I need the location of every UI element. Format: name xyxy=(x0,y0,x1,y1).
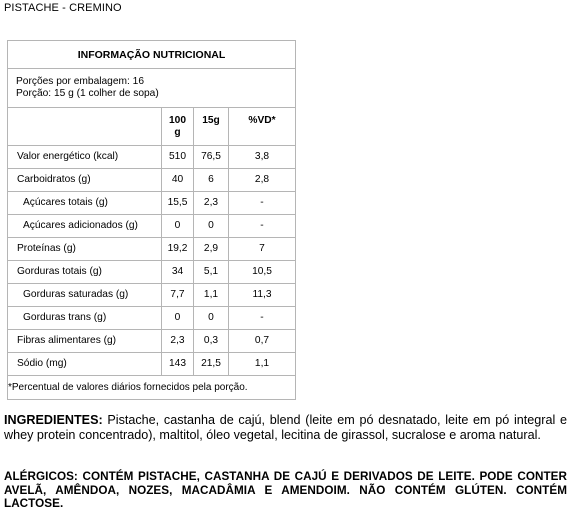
value-15g: 21,5 xyxy=(194,353,229,376)
row-label: Proteínas (g) xyxy=(8,238,162,261)
ingredients-text: Pistache, castanha de cajú, blend (leite em pó desnatado, leite em pó integral e whey protein concentrado), maltitol, óleo vegetal, lecitina de girassol, sucralose e aroma natural. xyxy=(4,413,567,442)
row-label: Fibras alimentares (g) xyxy=(8,330,162,353)
table-row xyxy=(8,146,296,169)
row-label: Gorduras saturadas (g) xyxy=(8,284,162,307)
value-100g: 510 xyxy=(162,146,194,169)
table-row xyxy=(8,215,296,238)
row-label: Sódio (mg) xyxy=(8,353,162,376)
table-row xyxy=(8,307,296,330)
portion-size: Porção: 15 g (1 colher de sopa) xyxy=(16,88,159,99)
table-row xyxy=(8,330,296,353)
value-15g: 2,9 xyxy=(194,238,229,261)
value-100g: 40 xyxy=(162,169,194,192)
column-header-15g: 15g xyxy=(194,108,229,146)
row-label: Açúcares adicionados (g) xyxy=(8,215,162,238)
column-header-blank xyxy=(8,108,162,146)
column-header-100g-unit: g xyxy=(174,127,181,138)
value-100g: 19,2 xyxy=(162,238,194,261)
value-vd: 11,3 xyxy=(229,284,296,307)
value-vd: 2,8 xyxy=(229,169,296,192)
row-label: Açúcares totais (g) xyxy=(8,192,162,215)
value-100g: 0 xyxy=(162,307,194,330)
value-100g: 143 xyxy=(162,353,194,376)
table-row xyxy=(8,353,296,376)
column-header-vd: %VD* xyxy=(229,108,296,146)
value-100g: 0 xyxy=(162,215,194,238)
value-15g: 0,3 xyxy=(194,330,229,353)
ingredients-paragraph xyxy=(4,413,567,443)
value-100g: 7,7 xyxy=(162,284,194,307)
table-footnote: *Percentual de valores diários fornecidos pela porção. xyxy=(8,376,296,400)
value-100g: 2,3 xyxy=(162,330,194,353)
value-15g: 76,5 xyxy=(194,146,229,169)
value-vd: 1,1 xyxy=(229,353,296,376)
row-label: Valor energético (kcal) xyxy=(8,146,162,169)
product-title: PISTACHE - CREMINO xyxy=(4,2,122,14)
value-vd: 7 xyxy=(229,238,296,261)
value-15g: 2,3 xyxy=(194,192,229,215)
value-100g: 34 xyxy=(162,261,194,284)
value-100g: 15,5 xyxy=(162,192,194,215)
nutrition-facts-table xyxy=(7,40,296,400)
value-vd: - xyxy=(229,192,296,215)
value-vd: - xyxy=(229,215,296,238)
nutrition-table-title: INFORMAÇÃO NUTRICIONAL xyxy=(8,41,296,69)
value-15g: 0 xyxy=(194,215,229,238)
column-header-100g xyxy=(162,108,194,146)
table-row xyxy=(8,238,296,261)
value-vd: 0,7 xyxy=(229,330,296,353)
value-vd: 3,8 xyxy=(229,146,296,169)
row-label: Gorduras totais (g) xyxy=(8,261,162,284)
table-row xyxy=(8,284,296,307)
value-vd: - xyxy=(229,307,296,330)
table-row xyxy=(8,169,296,192)
table-row xyxy=(8,192,296,215)
value-15g: 5,1 xyxy=(194,261,229,284)
table-row xyxy=(8,261,296,284)
row-label: Gorduras trans (g) xyxy=(8,307,162,330)
value-15g: 1,1 xyxy=(194,284,229,307)
ingredients-heading: INGREDIENTES: xyxy=(4,413,103,427)
column-header-100g-number: 100 xyxy=(169,115,186,126)
allergens-warning: ALÉRGICOS: CONTÉM PISTACHE, CASTANHA DE CAJÚ E DERIVADOS DE LEITE. PODE CONTER AVELÃ, AMÊNDOA, NOZES, MACADÂMIA E AMENDOIM. NÃO CONTÉM GLÚTEN. CONTÉM LACTOSE. xyxy=(4,470,567,510)
portion-info xyxy=(8,69,296,108)
value-15g: 6 xyxy=(194,169,229,192)
value-15g: 0 xyxy=(194,307,229,330)
servings-per-package: Porções por embalagem: 16 xyxy=(16,76,144,87)
value-vd: 10,5 xyxy=(229,261,296,284)
row-label: Carboidratos (g) xyxy=(8,169,162,192)
